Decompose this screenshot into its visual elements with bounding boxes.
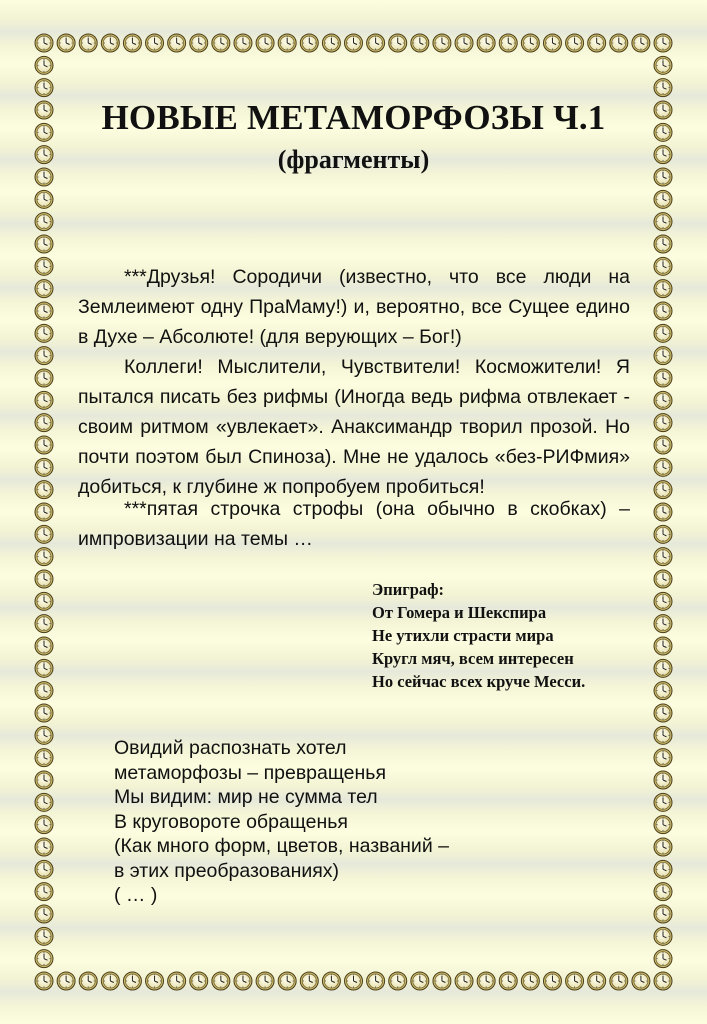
epigraph-line: От Гомера и Шекспира (372, 603, 547, 622)
epigraph-line: Не утихли страсти мира (372, 626, 554, 645)
clock-icon (654, 659, 672, 677)
clock-icon (79, 972, 97, 990)
clock-icon (35, 793, 53, 811)
clock-icon (654, 414, 672, 432)
clock-icon (345, 972, 363, 990)
clock-icon (654, 592, 672, 610)
epigraph-line: Кругл мяч, всем интересен (372, 649, 574, 668)
clock-icon (543, 972, 561, 990)
clock-icon (123, 34, 141, 52)
clock-icon (256, 34, 274, 52)
clock-icon (35, 682, 53, 700)
clock-icon (654, 347, 672, 365)
clock-icon (234, 972, 252, 990)
clock-icon (654, 525, 672, 543)
clock-icon (35, 213, 53, 231)
clock-icon (654, 324, 672, 342)
clock-icon (654, 838, 672, 856)
clock-icon (35, 570, 53, 588)
clock-icon (654, 503, 672, 521)
clock-icon (35, 950, 53, 968)
clock-icon (322, 972, 340, 990)
clock-icon (35, 615, 53, 633)
clock-icon (654, 972, 672, 990)
clock-icon (566, 34, 584, 52)
clock-icon (35, 190, 53, 208)
clock-icon (632, 972, 650, 990)
clock-icon (654, 436, 672, 454)
clock-icon (632, 34, 650, 52)
clock-icon (654, 213, 672, 231)
clock-icon (35, 34, 53, 52)
clock-icon (35, 771, 53, 789)
clock-icon (654, 682, 672, 700)
clock-icon (654, 793, 672, 811)
clock-icon (654, 235, 672, 253)
clock-icon (499, 34, 517, 52)
clock-icon (521, 972, 539, 990)
poem-line: Овидий распознать хотел (114, 737, 347, 759)
clock-icon (35, 324, 53, 342)
clock-icon (367, 972, 385, 990)
clock-icon (35, 659, 53, 677)
poem-line: (Как много форм, цветов, названий – (114, 835, 449, 857)
clock-icon (654, 458, 672, 476)
intro-paragraph-3: ***пятая строчка строфы (она обычно в скобках) – импровизации на темы … (78, 498, 630, 550)
clock-icon (35, 905, 53, 923)
clock-icon (345, 34, 363, 52)
clock-icon (35, 548, 53, 566)
clock-icon (35, 414, 53, 432)
clock-icon (35, 704, 53, 722)
clock-icon (654, 391, 672, 409)
clock-icon (168, 972, 186, 990)
clock-icon (654, 704, 672, 722)
clock-icon (278, 972, 296, 990)
clock-icon (654, 726, 672, 744)
clock-icon (101, 34, 119, 52)
clock-icon (35, 592, 53, 610)
clock-icon (190, 972, 208, 990)
clock-icon (455, 972, 473, 990)
page-title: НОВЫЕ МЕТАМОРФОЗЫ Ч.1 (101, 98, 606, 137)
clock-icon (654, 637, 672, 655)
clock-icon (654, 927, 672, 945)
clock-icon (367, 34, 385, 52)
clock-icon (322, 34, 340, 52)
clock-icon (654, 548, 672, 566)
clock-icon (300, 34, 318, 52)
clock-icon (35, 302, 53, 320)
clock-icon (35, 525, 53, 543)
clock-icon (654, 280, 672, 298)
clock-icon (654, 950, 672, 968)
clock-icon (411, 972, 429, 990)
clock-icon (256, 972, 274, 990)
clock-icon (35, 436, 53, 454)
clock-icon (654, 771, 672, 789)
clock-icon (35, 369, 53, 387)
clock-icon (477, 34, 495, 52)
page-subtitle: (фрагменты) (277, 145, 430, 174)
clock-icon (654, 56, 672, 74)
clock-icon (35, 637, 53, 655)
poem-line: В круговороте обращенья (114, 810, 348, 833)
clock-icon (35, 883, 53, 901)
clock-icon (35, 79, 53, 97)
clock-icon (35, 838, 53, 856)
clock-icon (654, 257, 672, 275)
epigraph-label: Эпиграф: (372, 580, 445, 599)
clock-icon (35, 458, 53, 476)
clock-icon (234, 34, 252, 52)
clock-icon (521, 34, 539, 52)
clock-icon (35, 235, 53, 253)
clock-icon (654, 34, 672, 52)
intro-paragraph-2: Коллеги! Мыслители, Чувствители! Косможители! Я пытался писать без рифмы (Иногда ведь рифма отвлекает - своим ритмом «увлекает». Анаксимандр творил прозой. Но почти поэтом был Спиноза). Мне не удалось «без-РИФмия» добиться, к глубине ж попробуем пробиться! (78, 356, 630, 498)
clock-icon (433, 972, 451, 990)
clock-icon (212, 972, 230, 990)
clock-icon (654, 369, 672, 387)
clock-icon (389, 34, 407, 52)
clock-icon (654, 883, 672, 901)
clock-icon (588, 972, 606, 990)
clock-icon (654, 302, 672, 320)
poem-stanza (114, 736, 449, 908)
clock-icon (168, 34, 186, 52)
clock-icon (35, 972, 53, 990)
clock-icon (300, 972, 318, 990)
clock-icon (35, 860, 53, 878)
poem-line: ( … ) (114, 884, 158, 906)
clock-icon (654, 816, 672, 834)
clock-icon (588, 34, 606, 52)
clock-icon (610, 34, 628, 52)
clock-icon (35, 816, 53, 834)
clock-icon (35, 347, 53, 365)
clock-icon (654, 570, 672, 588)
clock-icon (35, 749, 53, 767)
poem-line: в этих преобразованиях) (114, 859, 340, 882)
clock-icon (212, 34, 230, 52)
clock-icon (654, 79, 672, 97)
clock-icon (101, 972, 119, 990)
clock-icon (35, 280, 53, 298)
clock-icon (610, 972, 628, 990)
clock-icon (35, 257, 53, 275)
clock-icon (433, 34, 451, 52)
clock-icon (146, 972, 164, 990)
clock-icon (543, 34, 561, 52)
clock-icon (278, 34, 296, 52)
intro-paragraph-1: ***Друзья! Сородичи (известно, что все люди на Землеимеют одну ПраМаму!) и, вероятно, все Сущее едино в Духе – Абсолюте! (для верующих – Бог!) (78, 266, 630, 348)
clock-icon (455, 34, 473, 52)
clock-icon (654, 615, 672, 633)
clock-icon (654, 860, 672, 878)
clock-icon (57, 972, 75, 990)
clock-icon (35, 503, 53, 521)
epigraph-line: Но сейчас всех круче Месси. (372, 672, 586, 691)
clock-icon (57, 34, 75, 52)
clock-icon (35, 927, 53, 945)
epigraph (372, 578, 585, 693)
clock-icon (35, 481, 53, 499)
poem-line: Мы видим: мир не сумма тел (114, 786, 378, 808)
clock-icon (654, 481, 672, 499)
clock-icon (35, 391, 53, 409)
clock-icon (566, 972, 584, 990)
clock-icon (123, 972, 141, 990)
clock-icon (654, 749, 672, 767)
clock-icon (190, 34, 208, 52)
clock-icon (654, 190, 672, 208)
clock-icon (499, 972, 517, 990)
poem-line: метаморфозы – превращенья (114, 761, 387, 784)
clock-icon (35, 56, 53, 74)
clock-icon (79, 34, 97, 52)
clock-icon (35, 726, 53, 744)
clock-icon (411, 34, 429, 52)
clock-icon (146, 34, 164, 52)
clock-icon (477, 972, 495, 990)
clock-icon (389, 972, 407, 990)
clock-icon (654, 905, 672, 923)
